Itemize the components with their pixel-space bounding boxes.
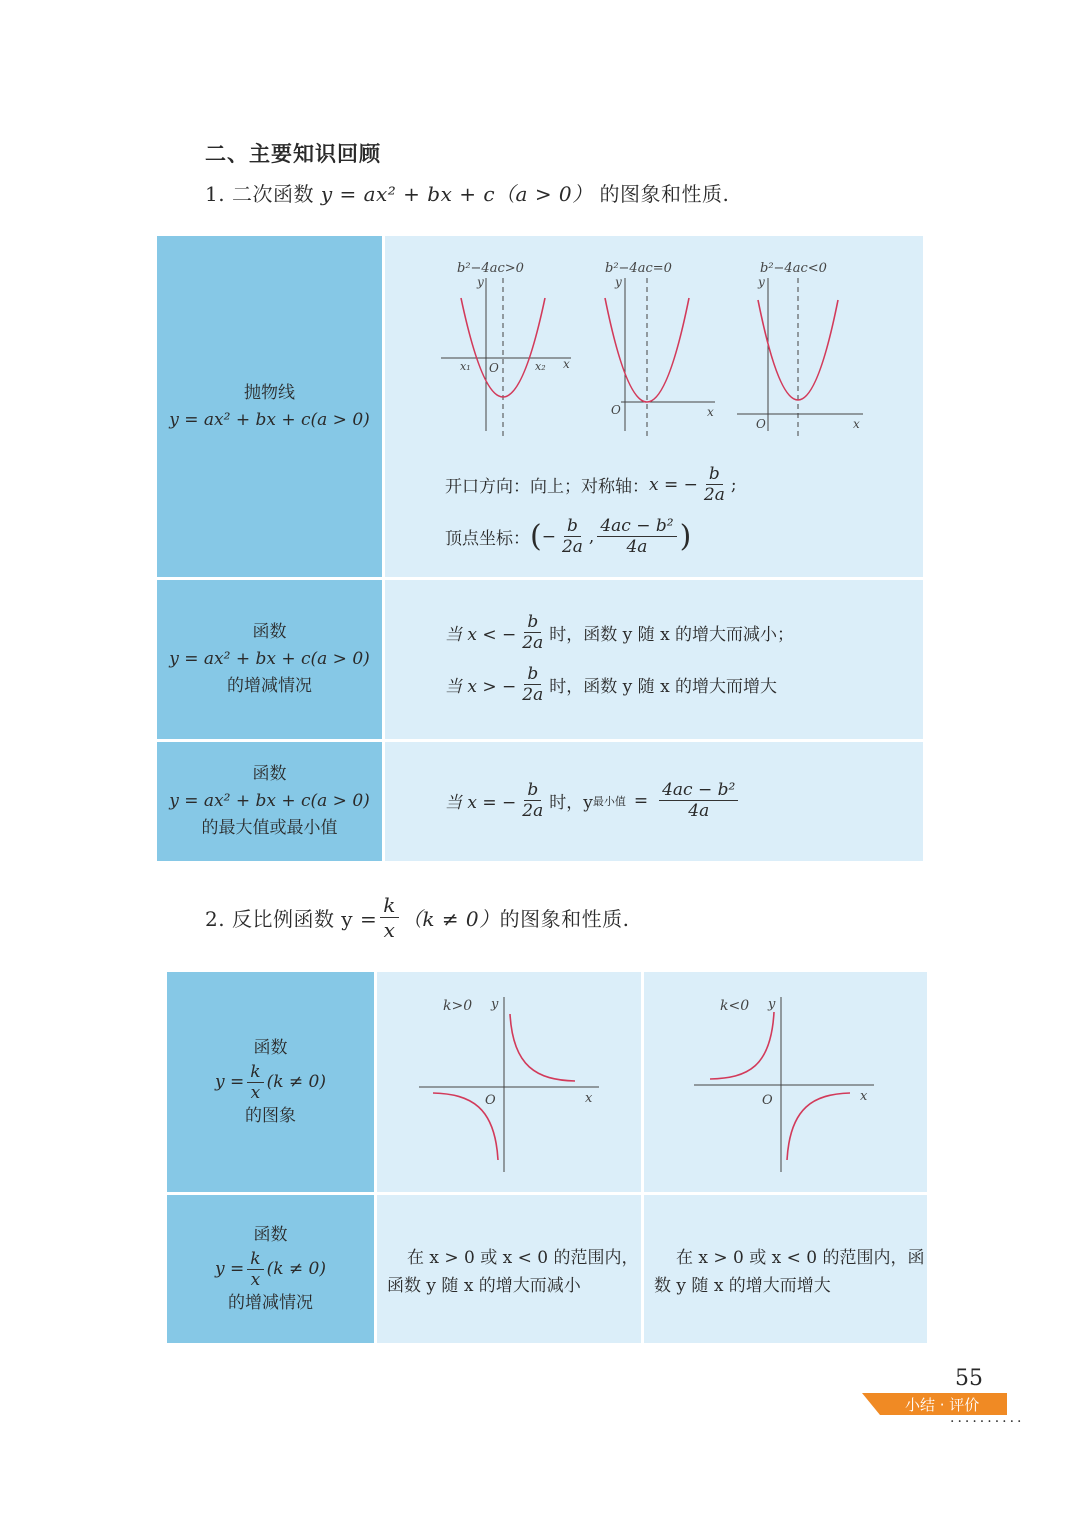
min-pre: 当 x = −: [445, 793, 517, 813]
decreasing-post: 时，函数 y 随 x 的增大而减小；: [549, 625, 795, 645]
t1-row2-label: [157, 580, 382, 739]
increasing-frac: $\frac{b}{2a}$: [522, 664, 544, 705]
vertex-frac-1: $\frac{b}{2a}$: [561, 516, 583, 557]
increasing-line: [445, 664, 777, 705]
hyperbola-k-negative: [644, 972, 927, 1192]
row2-label-bottom: 的增减情况: [227, 676, 312, 696]
svg-text:O: O: [762, 1093, 773, 1108]
t2-row2-label: [167, 1195, 374, 1343]
item2-frac: $\frac{k}{x}$: [380, 893, 399, 942]
t2-row2-right-line1: 在 x > 0 或 x < 0 的范围内，函: [676, 1248, 925, 1268]
svg-text:O: O: [611, 403, 621, 417]
vertex-frac-2: $\frac{\text{4ac − b²}}{4a}$: [597, 516, 676, 557]
row2-label-formula: y = ax² + bx + c(a > 0): [169, 649, 370, 669]
t2-row2-right: [644, 1195, 927, 1343]
row3-label-top: 函数: [252, 764, 287, 784]
item2-prefix: 2. 反比例函数 y =: [205, 907, 378, 931]
svg-text:x: x: [563, 357, 570, 371]
opening-end: ;: [730, 474, 737, 495]
svg-text:y: y: [768, 997, 776, 1012]
t1-row2-content: [385, 580, 923, 739]
min-value-line: [445, 780, 741, 821]
graph2-label: b²−4ac=0: [605, 261, 672, 276]
min-frac-2: $\frac{\text{4ac − b²}}{4a}$: [659, 780, 738, 821]
row2-label-top: 函数: [252, 622, 287, 642]
svg-text:y: y: [491, 997, 499, 1012]
item1-title: [205, 178, 729, 207]
svg-text:O: O: [489, 361, 499, 375]
min-subscript: 最小值: [592, 794, 626, 808]
section-tag: 小结 · 评价: [905, 1396, 980, 1414]
t2-row2-top: 函数: [253, 1224, 288, 1245]
page-number: 55: [955, 1366, 983, 1391]
row3-label-bottom: 的最大值或最小值: [201, 818, 338, 838]
t2-row1-formula: y = $\frac{k}{x}$ (k ≠ 0): [214, 1061, 326, 1103]
hyp1-branch-1: [510, 1014, 575, 1081]
decreasing-pre: 当 x < −: [445, 625, 517, 645]
vertex-line: 顶点坐标： ( − $\frac{b}{2a}$ , $\frac{\text{4ac − b²}}{4a}$ ): [445, 516, 692, 557]
item1-formula: y = ax² + bx + c（a > 0）: [320, 182, 593, 206]
t2-row1-top: 函数: [253, 1037, 288, 1058]
svg-text:x₂: x₂: [535, 360, 546, 373]
graph1-curve: [461, 298, 545, 397]
decreasing-line: [445, 612, 794, 653]
t2-row1-graph-k-positive: [377, 972, 641, 1192]
row3-label-formula: y = ax² + bx + c(a > 0): [169, 791, 370, 811]
fraction-b-2a: $\frac{b}{2a}$: [703, 464, 725, 505]
parabola-graph-1: [441, 261, 571, 436]
opening-text: 开口方向：向上；对称轴：: [445, 477, 649, 497]
min-frac-1: $\frac{b}{2a}$: [522, 780, 544, 821]
parabola-graphs: [385, 236, 923, 456]
decreasing-frac: $\frac{b}{2a}$: [522, 612, 544, 653]
graph3-label: b²−4ac<0: [760, 261, 827, 276]
svg-text:x: x: [707, 405, 714, 419]
item1-suffix: 的图象和性质.: [599, 182, 730, 206]
t1-row3-content: [385, 742, 923, 861]
opening-var: x = −: [649, 474, 698, 495]
parabola-graph-3: [737, 261, 863, 436]
t2-row1-label: [167, 972, 374, 1192]
min-mid: 时，y: [549, 793, 593, 813]
svg-text:y: y: [477, 275, 484, 289]
svg-text:y: y: [758, 275, 765, 289]
label-parabola: 抛物线: [244, 382, 295, 403]
item1-prefix: 1. 二次函数: [205, 182, 314, 206]
increasing-post: 时，函数 y 随 x 的增大而增大: [549, 677, 778, 697]
t2-row2-mid-line2: 函数 y 随 x 的增大而减小: [387, 1276, 581, 1296]
t2-row2-formula: y = $\frac{k}{x}$ (k ≠ 0): [214, 1248, 326, 1290]
footer-dots: ··········: [950, 1414, 1025, 1430]
item2-suffix: 的图象和性质.: [499, 907, 630, 931]
vertex-text: 顶点坐标：: [445, 529, 530, 549]
opening-line: [445, 464, 737, 505]
t2-row2-mid: [377, 1195, 641, 1343]
label-parabola-formula: y = ax² + bx + c(a > 0): [169, 409, 370, 430]
graph1-label: b²−4ac>0: [457, 261, 524, 276]
section-heading: 二、主要知识回顾: [205, 141, 381, 166]
t1-row3-label: [157, 742, 382, 861]
t1-row1-label: [157, 236, 382, 577]
svg-text:y: y: [615, 275, 622, 289]
t2-row1-graph-k-negative: [644, 972, 927, 1192]
svg-text:O: O: [485, 1093, 496, 1108]
min-eq: =: [633, 790, 649, 811]
hyp2-branch-1: [710, 1012, 774, 1079]
hyp2-label: k<0: [720, 998, 750, 1014]
svg-text:x: x: [860, 1089, 868, 1104]
t2-row2-mid-line1: 在 x > 0 或 x < 0 的范围内，: [407, 1248, 639, 1268]
hyperbola-k-positive: [377, 972, 641, 1192]
t2-row2-bottom: 的增减情况: [228, 1292, 313, 1313]
item2-cond: （k ≠ 0）: [401, 907, 500, 931]
svg-text:x: x: [853, 417, 860, 431]
item2-title: [205, 893, 630, 942]
t2-row2-right-line2: 数 y 随 x 的增大而增大: [654, 1276, 831, 1296]
svg-text:x₁: x₁: [460, 360, 471, 373]
t2-row1-bottom: 的图象: [245, 1105, 296, 1126]
increasing-pre: 当 x > −: [445, 677, 517, 697]
hyp1-label: k>0: [443, 998, 473, 1014]
hyp2-branch-2: [787, 1093, 850, 1160]
t1-row1-content: [385, 236, 923, 577]
svg-text:x: x: [585, 1091, 593, 1106]
parabola-graph-2: [605, 261, 715, 436]
svg-text:O: O: [756, 417, 766, 431]
